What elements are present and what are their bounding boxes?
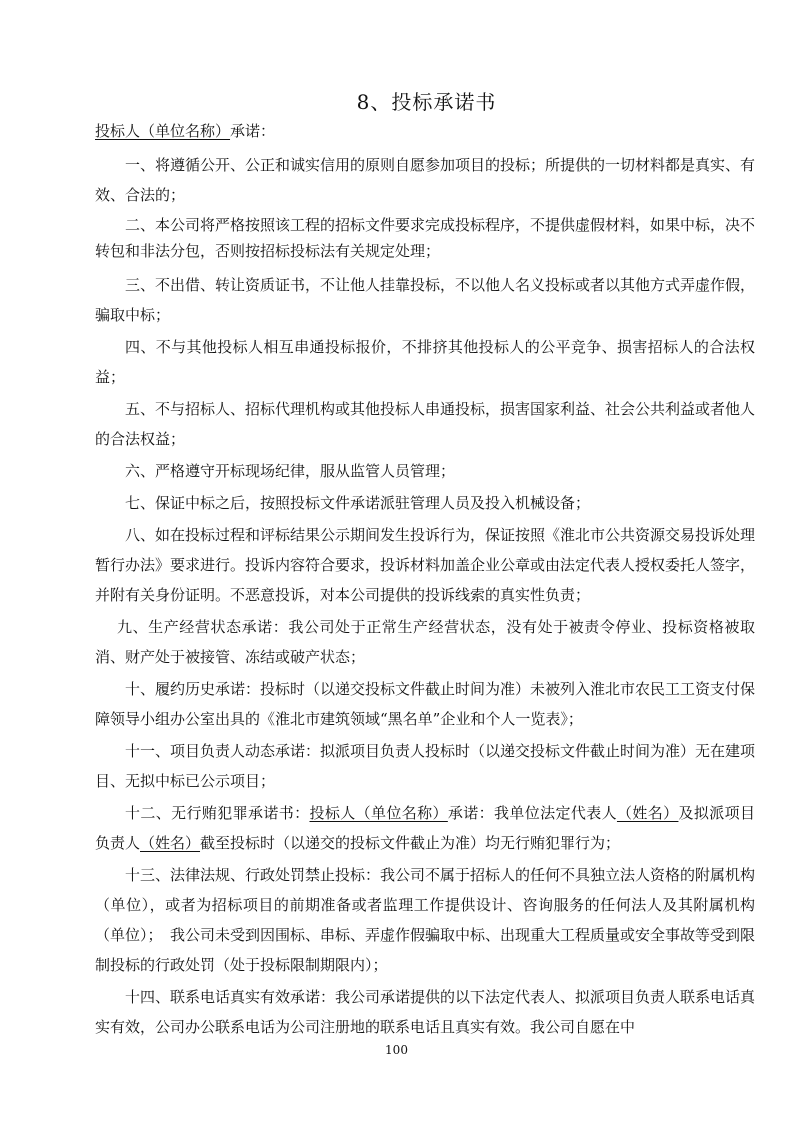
item12-mid1: 承诺：我单位法定代表人	[447, 804, 617, 822]
item12-mid2: 及拟派项目负责人	[95, 804, 755, 852]
commitment-item-6: 六、严格遵守开标现场纪律，服从监管人员管理；	[125, 462, 456, 480]
item12-legal-rep-name-placeholder: （姓名）	[616, 804, 679, 822]
commitment-item-10: 十、履约历史承诺：投标时（以递交投标文件截止时间为准）未被列入淮北市农民工工资支付保障领导小组办公室出具的《淮北市建筑领域“黑名单”企业和个人一览表》；	[95, 680, 756, 728]
item12-tail: 截至投标时（以递交的投标文件截止为准）均无行贿犯罪行为；	[200, 834, 621, 852]
intro-line	[95, 120, 275, 141]
commitment-item-11: 十一、项目负责人动态承诺：拟派项目负责人投标时（以递交投标文件截止时间为准）无在建项目、无拟中标已公示项目；	[95, 742, 756, 790]
bidder-name-placeholder: 投标人（单位名称）	[95, 122, 231, 140]
commitment-item-12	[95, 798, 755, 858]
page-title: 8、投标承诺书	[356, 90, 497, 114]
commitment-item-4: 四、不与其他投标人相互串通投标报价，不排挤其他投标人的公平竞争、损害招标人的合法权益；	[95, 338, 755, 386]
commitment-item-7: 七、保证中标之后，按照投标文件承诺派驻管理人员及投入机械设备；	[125, 494, 591, 512]
commitment-item-14: 十四、联系电话真实有效承诺：我公司承诺提供的以下法定代表人、拟派项目负责人联系电话真实有效，公司办公联系电话为公司注册地的联系电话且真实有效。我公司自愿在中	[95, 988, 756, 1036]
item12-bidder-placeholder: 投标人（单位名称）	[309, 804, 448, 822]
commitment-list	[95, 150, 755, 1044]
commitment-item-8: 八、如在投标过程和评标结果公示期间发生投诉行为，保证按照《淮北市公共资源交易投诉处理暂行办法》要求进行。投诉内容符合要求，投诉材料加盖企业公章或由法定代表人授权委托人签字，并附有关身份证明。不恶意投诉，对本公司提供的投诉线索的真实性负责；	[95, 526, 756, 604]
commitment-item-13: 十三、法律法规、行政处罚禁止投标：我公司不属于招标人的任何不具独立法人资格的附属机构（单位），或者为招标项目的前期准备或者监理工作提供设计、咨询服务的任何法人及其附属机构（单位）； 我公司未受到因围标、串标、弄虚作假骗取中标、出现重大工程质量或安全事故等受到限制投标的行政处罚（处于投标限制期限内）；	[95, 866, 756, 974]
commitment-item-9: 九、生产经营状态承诺：我公司处于正常生产经营状态，没有处于被责令停业、投标资格被取消、财产处于被接管、冻结或破产状态；	[95, 618, 755, 666]
intro-suffix: 承诺：	[230, 122, 276, 140]
page-number: 100	[385, 1043, 408, 1057]
commitment-item-1: 一、将遵循公开、公正和诚实信用的原则自愿参加项目的投标；所提供的一切材料都是真实、有效、合法的；	[95, 156, 756, 204]
commitment-item-5: 五、不与招标人、招标代理机构或其他投标人串通投标，损害国家利益、社会公共利益或者他人的合法权益；	[95, 400, 756, 448]
item12-manager-name-placeholder: （姓名）	[140, 834, 201, 852]
commitment-item-2: 二、本公司将严格按照该工程的招标文件要求完成投标程序，不提供虚假材料，如果中标，决不转包和非法分包，否则按招标投标法有关规定处理；	[95, 216, 756, 260]
commitment-item-3: 三、不出借、转让资质证书，不让他人挂靠投标，不以他人名义投标或者以其他方式弄虚作假，骗取中标；	[95, 276, 756, 324]
item12-lead: 十二、无行贿犯罪承诺书：	[125, 804, 310, 822]
